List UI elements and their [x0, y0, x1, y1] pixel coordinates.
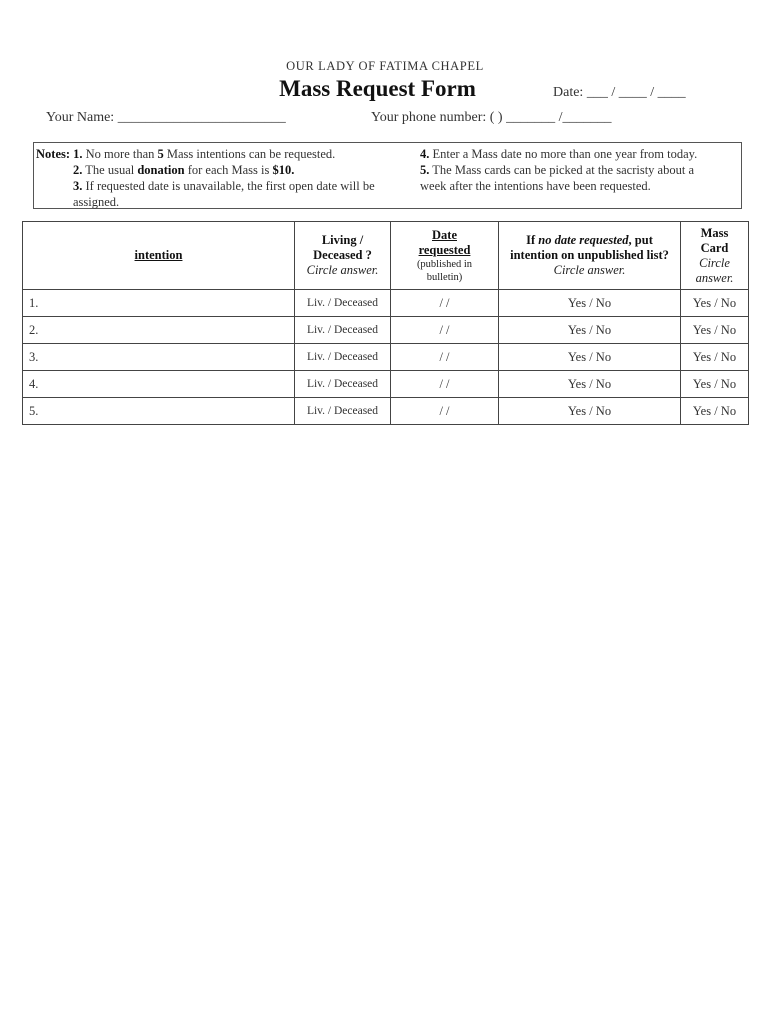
note-1-number: 1. — [73, 147, 83, 161]
note-3-number: 3. — [73, 179, 83, 193]
note-4-text: Enter a Mass date no more than one year from today. — [432, 147, 698, 161]
table-row — [23, 290, 749, 317]
note-1-text-a: No more than — [85, 147, 155, 161]
mass-card-cell[interactable]: Yes / No — [681, 317, 749, 344]
mass-card-cell[interactable]: Yes / No — [681, 398, 749, 425]
unpublished-list-cell[interactable]: Yes / No — [499, 398, 681, 425]
name-field[interactable]: Your Name: ________________________ — [46, 110, 286, 125]
unpublished-list-cell[interactable]: Yes / No — [499, 317, 681, 344]
organization-name: OUR LADY OF FATIMA CHAPEL — [286, 59, 484, 73]
date-cell[interactable]: / / — [391, 344, 499, 371]
living-deceased-cell[interactable]: Liv. / Deceased — [295, 344, 391, 371]
table-row — [23, 317, 749, 344]
living-deceased-cell[interactable]: Liv. / Deceased — [295, 371, 391, 398]
note-2-number: 2. — [73, 163, 83, 177]
table-row — [23, 344, 749, 371]
note-5-text-a: The Mass cards can be picked at the sacristy about a — [432, 163, 694, 177]
intention-cell[interactable]: 5. — [23, 398, 295, 425]
unpublished-list-cell[interactable]: Yes / No — [499, 371, 681, 398]
note-5 — [420, 162, 694, 178]
intention-cell[interactable]: 2. — [23, 317, 295, 344]
header-unpublished-list: If no date requested, put intention on unpublished list? Circle answer. — [499, 222, 681, 290]
date-cell[interactable]: / / — [391, 398, 499, 425]
note-5-continued: week after the intentions have been requested. — [420, 179, 651, 193]
living-deceased-cell[interactable]: Liv. / Deceased — [295, 398, 391, 425]
table-row — [23, 398, 749, 425]
header-intention: intention — [23, 222, 295, 290]
note-3-continued: assigned. — [73, 195, 120, 209]
note-4-number: 4. — [420, 147, 430, 161]
note-2-text-b: for each Mass is — [187, 163, 270, 177]
date-cell[interactable]: / / — [391, 371, 499, 398]
notes-label: Notes — [36, 147, 66, 161]
header-mass-card: Mass Card Circle answer. — [681, 222, 749, 290]
living-deceased-cell[interactable]: Liv. / Deceased — [295, 290, 391, 317]
note-1-text-b: Mass intentions can be requested. — [166, 147, 336, 161]
header-living-deceased: Living / Deceased ? Circle answer. — [295, 222, 391, 290]
date-field[interactable]: Date: ___ / ____ / ____ — [553, 85, 686, 100]
note-3-text-a: If requested date is unavailable, the first open date will be — [85, 179, 375, 193]
note-1-count: 5 — [157, 147, 164, 161]
form-title: Mass Request Form — [279, 76, 476, 101]
note-2 — [73, 162, 294, 178]
note-2-text-a: The usual — [85, 163, 135, 177]
table-row — [23, 371, 749, 398]
note-4 — [420, 146, 697, 162]
date-cell[interactable]: / / — [391, 290, 499, 317]
note-2-amount: $10. — [272, 163, 295, 177]
notes-box — [33, 142, 742, 209]
mass-card-cell[interactable]: Yes / No — [681, 344, 749, 371]
date-cell[interactable]: / / — [391, 317, 499, 344]
note-1: Notes: 1. No more than 5 Mass intentions can be requested. — [36, 147, 336, 161]
intention-cell[interactable]: 4. — [23, 371, 295, 398]
intention-cell[interactable]: 3. — [23, 344, 295, 371]
unpublished-list-cell[interactable]: Yes / No — [499, 290, 681, 317]
header-date-requested: Date requested (published in bulletin) — [391, 222, 499, 290]
note-2-donation: donation — [137, 163, 185, 177]
note-5-number: 5. — [420, 163, 430, 177]
intentions-table — [22, 221, 749, 425]
mass-card-cell[interactable]: Yes / No — [681, 290, 749, 317]
intention-cell[interactable]: 1. — [23, 290, 295, 317]
unpublished-list-cell[interactable]: Yes / No — [499, 344, 681, 371]
living-deceased-cell[interactable]: Liv. / Deceased — [295, 317, 391, 344]
table-header-row — [23, 222, 749, 290]
note-3 — [73, 178, 375, 194]
phone-field[interactable]: Your phone number: ( ) _______ /_______ — [371, 110, 612, 125]
mass-card-cell[interactable]: Yes / No — [681, 371, 749, 398]
